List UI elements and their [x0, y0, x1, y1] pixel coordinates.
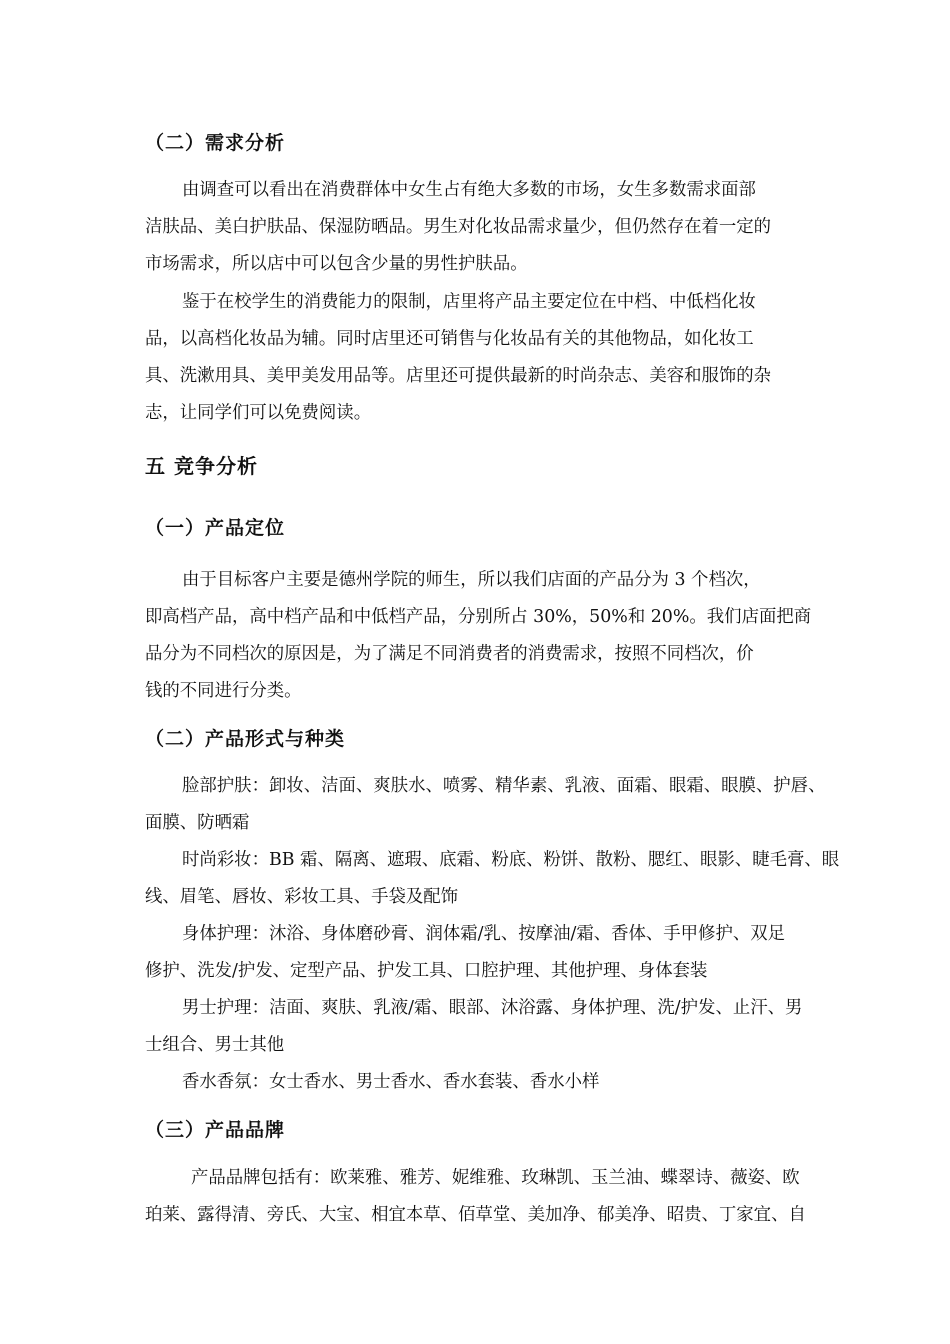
text-line: 身体护理：沐浴、身体磨砂膏、润体霜/乳、按摩油/霜、香体、手甲修护、双足	[182, 924, 786, 944]
text-line: 鉴于在校学生的消费能力的限制，店里将产品主要定位在中档、中低档化妆	[182, 292, 756, 312]
text-line: 时尚彩妆：BB 霜、隔离、遮瑕、底霜、粉底、粉饼、散粉、腮红、眼影、睫毛膏、眼	[182, 850, 840, 870]
paragraph-demand-1	[145, 172, 809, 283]
text-line: 洁肤品、美白护肤品、保湿防晒品。男生对化妆品需求量少，但仍然存在着一定的	[145, 217, 772, 237]
text-line: 脸部护肤：卸妆、洁面、爽肤水、喷雾、精华素、乳液、面霜、眼霜、眼膜、护唇、	[182, 776, 826, 796]
text-line: 志，让同学们可以免费阅读。	[145, 403, 372, 423]
heading-product-brands: （三）产品品牌	[145, 1119, 286, 1141]
text-line: 士组合、男士其他	[145, 1035, 285, 1055]
heading-product-positioning: （一）产品定位	[145, 517, 286, 539]
text-line: 面膜、防晒霜	[145, 813, 250, 833]
list-item-face-care	[145, 768, 826, 842]
text-line: 产品品牌包括有：欧莱雅、雅芳、妮维雅、玫琳凯、玉兰油、蝶翠诗、薇姿、欧	[191, 1168, 800, 1188]
list-item-mens-care	[145, 990, 809, 1064]
heading-product-forms: （二）产品形式与种类	[145, 728, 346, 750]
text-line: 香水香氛：女士香水、男士香水、香水套装、香水小样	[182, 1072, 600, 1092]
text-line: 品分为不同档次的原因是，为了满足不同消费者的消费需求，按照不同档次，价	[145, 644, 754, 664]
list-item-makeup	[145, 842, 840, 916]
heading-demand-analysis: （二）需求分析	[145, 132, 286, 154]
paragraph-demand-2	[145, 284, 809, 432]
paragraph-brands	[145, 1160, 809, 1234]
list-item-body-care	[145, 916, 809, 990]
text-line: 市场需求，所以店中可以包含少量的男性护肤品。	[145, 254, 528, 274]
text-line: 由于目标客户主要是德州学院的师生，所以我们店面的产品分为 3 个档次，	[182, 570, 761, 590]
text-line: 线、眉笔、唇妆、彩妆工具、手袋及配饰	[145, 887, 459, 907]
list-item-fragrance	[145, 1064, 809, 1101]
text-line: 品，以高档化妆品为辅。同时店里还可销售与化妆品有关的其他物品，如化妆工	[145, 329, 754, 349]
text-line: 即高档产品，高中档产品和中低档产品，分别所占 30%，50%和 20%。我们店面把商	[145, 607, 812, 627]
text-line: 修护、洗发/护发、定型产品、护发工具、口腔护理、其他护理、身体套装	[145, 961, 708, 981]
text-line: 珀莱、露得清、旁氏、大宝、相宜本草、佰草堂、美加净、郁美净、昭贵、丁家宜、自	[145, 1205, 806, 1225]
text-line: 由调查可以看出在消费群体中女生占有绝大多数的市场，女生多数需求面部	[182, 180, 756, 200]
text-line: 男士护理：洁面、爽肤、乳液/霜、眼部、沐浴露、身体护理、洗/护发、止汗、男	[182, 998, 803, 1018]
heading-competition-analysis: 五 竞争分析	[145, 454, 258, 478]
text-line: 钱的不同进行分类。	[145, 681, 302, 701]
text-line: 具、洗漱用具、美甲美发用品等。店里还可提供最新的时尚杂志、美容和服饰的杂	[145, 366, 772, 386]
paragraph-positioning	[145, 562, 812, 710]
